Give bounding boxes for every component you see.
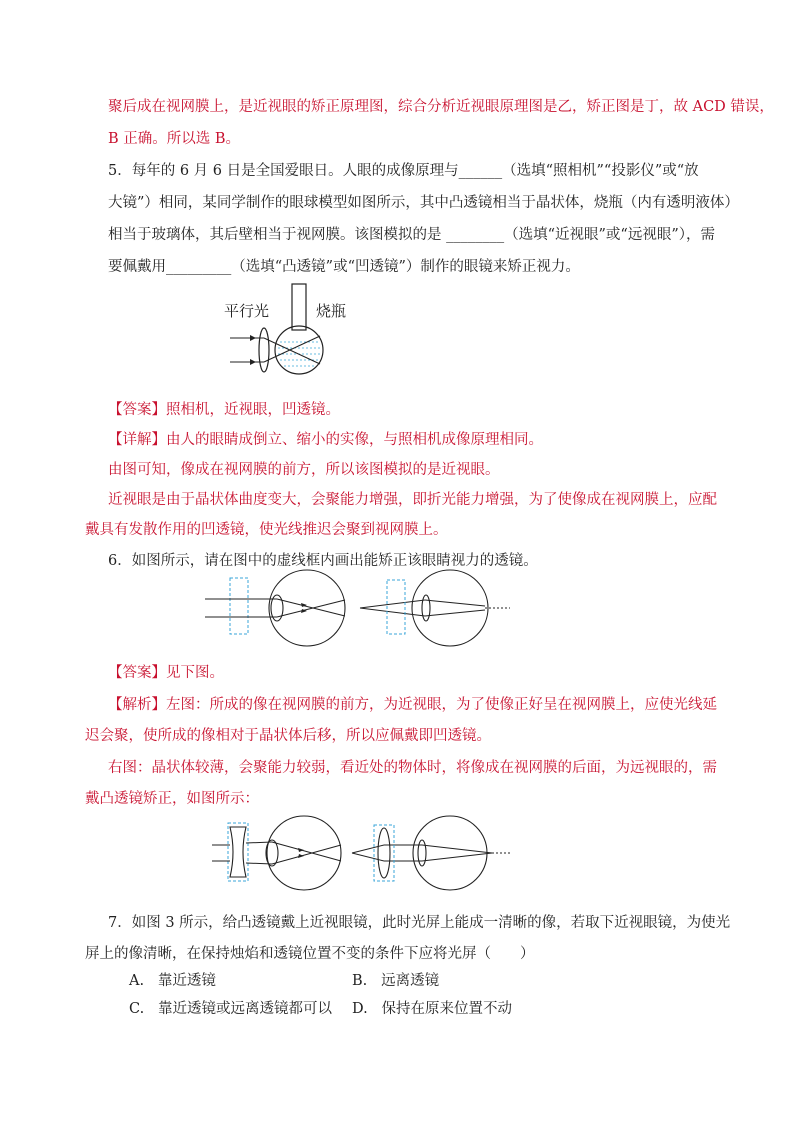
q6-question-figure-left — [205, 570, 375, 645]
option-letter: C. — [129, 1001, 145, 1017]
q7-option-d[interactable] — [352, 999, 512, 1019]
option-text: 远离透镜 — [381, 973, 440, 989]
prev-answer-line-2: B 正确。所以选 B。 — [108, 131, 241, 147]
q5-line-3: 相当于玻璃体，其后壁相当于视网膜。该图模拟的是 ________（选填“近视眼”或“远视眼”），需 — [108, 227, 716, 243]
dashed-lens-box — [374, 825, 394, 881]
q7-line-2: 屏上的像清晰，在保持烛焰和透镜位置不变的条件下应将光屏（ ） — [85, 946, 535, 962]
analysis-text-1: 左图：所成的像在视网膜的前方，为近视眼，为了使像正好呈在视网膜上，应使光线延 — [166, 697, 717, 713]
ray-arrows — [250, 335, 256, 365]
q5-line-2: 大镜”）相同，某同学制作的眼球模型如图所示，其中凸透镜相当于晶状体，烧瓶（内有透明液体） — [108, 195, 739, 211]
detail-text-1: 由人的眼睛成倒立、缩小的实像，与照相机成像原理相同。 — [166, 432, 543, 448]
q5-eye-model-figure — [220, 280, 347, 380]
q6-answer-figure-right — [352, 815, 522, 890]
option-letter: A. — [129, 973, 145, 989]
label-flask: 烧瓶 — [316, 302, 347, 320]
answer-text: 见下图。 — [166, 665, 224, 681]
q7-option-a[interactable] — [129, 971, 216, 991]
eye-lens — [418, 840, 426, 866]
dashed-lens-box — [387, 580, 405, 634]
q5-line-4: 要佩戴用_________（选填“凸透镜”或“凹透镜”）制作的眼镜来矫正视力。 — [108, 259, 580, 275]
q7-option-c[interactable] — [129, 999, 332, 1019]
rays — [205, 599, 345, 617]
dashed-lens-box — [230, 578, 248, 634]
q6-line-1: 6．如图所示，请在图中的虚线框内画出能矫正该眼睛视力的透镜。 — [108, 553, 538, 569]
option-text: 靠近透镜 — [157, 973, 216, 989]
q6-question-figure-right — [360, 570, 525, 645]
option-text: 靠近透镜或远离透镜都可以 — [158, 1001, 333, 1017]
convex-lens — [378, 828, 390, 878]
answer-text: 照相机，近视眼，凹透镜。 — [166, 402, 340, 418]
rays — [352, 845, 492, 861]
analysis-tag: 【解析】 — [108, 697, 166, 713]
q5-detail-4: 戴具有发散作用的凹透镜，使光线推迟会聚到视网膜上。 — [85, 522, 448, 538]
label-parallel-light: 平行光 — [224, 302, 270, 320]
arrow — [298, 854, 304, 858]
q7-line-1: 7．如图 3 所示，给凸透镜戴上近视眼镜，此时光屏上能成一清晰的像，若取下近视眼镜，为使光 — [108, 915, 731, 931]
eye-lens — [266, 840, 278, 866]
detail-tag: 【详解】 — [108, 432, 166, 448]
option-letter: D. — [352, 1001, 368, 1017]
answer-tag: 【答案】 — [108, 402, 166, 418]
eye-lens — [422, 595, 430, 621]
q7-option-b[interactable] — [352, 971, 439, 991]
q6-analysis-4: 戴凸透镜矫正，如图所示： — [85, 791, 259, 807]
option-letter: B. — [352, 973, 368, 989]
q5-line-1: 5．每年的 6 月 6 日是全国爱眼日。人眼的成像原理与______（选填“照相机”“投影仪”或“放 — [108, 163, 699, 179]
concave-lens — [230, 827, 246, 877]
q5-detail-2: 由图可知，像成在视网膜的前方，所以该图模拟的是近视眼。 — [108, 462, 500, 478]
arrow — [298, 848, 304, 852]
eyeball — [269, 570, 345, 646]
q5-detail-1 — [108, 430, 543, 450]
convex-lens — [259, 328, 269, 372]
q6-answer — [108, 663, 224, 683]
eyeball — [412, 570, 488, 646]
flask-neck — [292, 284, 306, 330]
eyeball — [413, 816, 487, 890]
q6-analysis-3: 右图：晶状体较薄，会聚能力较弱，看近处的物体时，将像成在视网膜的后面，为远视眼的，需 — [108, 760, 717, 776]
q5-detail-3: 近视眼是由于晶状体曲度变大，会聚能力增强，即折光能力增强，为了使像成在视网膜上，应配 — [108, 492, 717, 508]
prev-answer-line-1: 聚后成在视网膜上，是近视眼的矫正原理图，综合分析近视眼原理图是乙，矫正图是丁，故 ACD 错误， — [108, 99, 774, 115]
flask-body — [275, 326, 323, 374]
q6-analysis-2: 迟会聚，使所成的像相对于晶状体后移，所以应佩戴即凹透镜。 — [85, 728, 491, 744]
q6-analysis-1 — [108, 695, 717, 715]
option-text: 保持在原来位置不动 — [381, 1001, 513, 1017]
answer-tag: 【答案】 — [108, 665, 166, 681]
q5-answer — [108, 400, 340, 420]
